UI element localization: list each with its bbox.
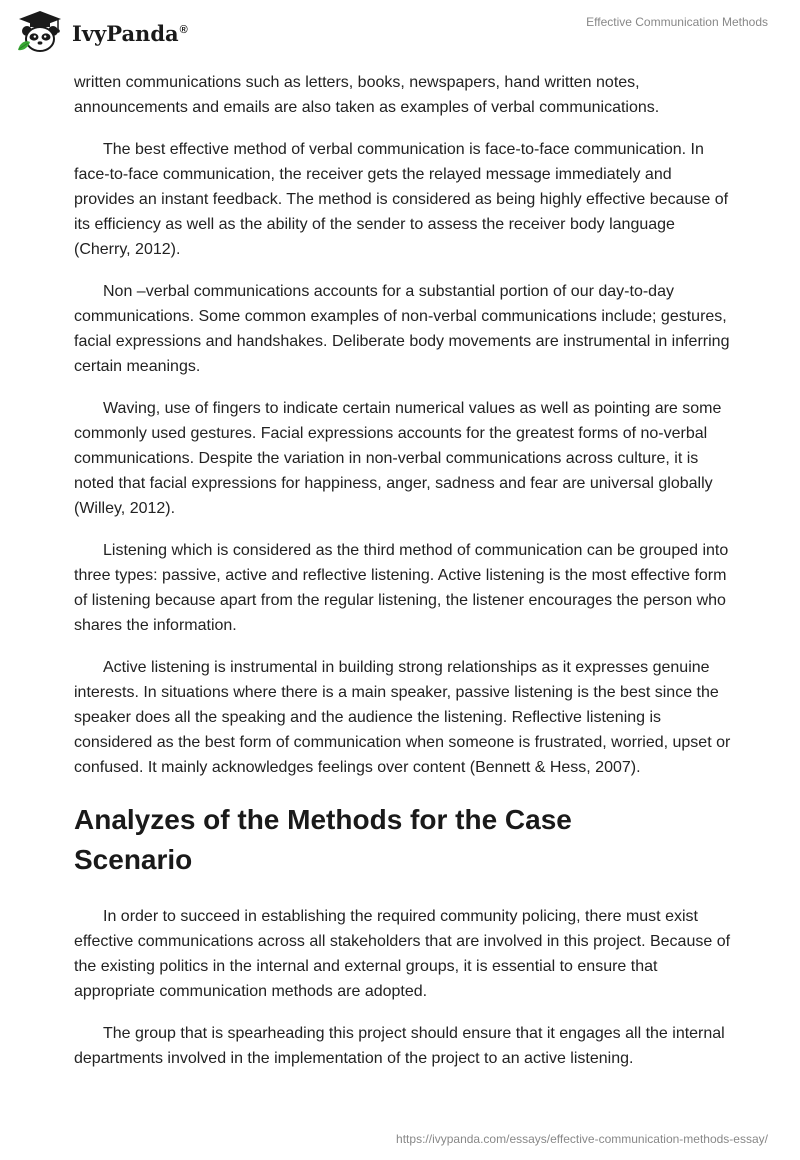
- page-header: [0, 0, 800, 66]
- paragraph: Listening which is considered as the third method of communication can be grouped into three types: passive, active and reflective listening. Active listening is the most effective form of listening because apart from the regular listening, the listener encourages the person who shares the information.: [74, 542, 729, 634]
- source-url[interactable]: https://ivypanda.com/essays/effective-communication-methods-essay/: [396, 1132, 768, 1146]
- site-logo[interactable]: [16, 10, 188, 54]
- registered-mark: ®: [179, 23, 188, 36]
- panda-graduate-icon: [16, 10, 64, 54]
- paragraph: written communications such as letters, books, newspapers, hand written notes, announcements and emails are also taken as examples of verbal communications.: [74, 74, 660, 116]
- section-heading: Analyzes of the Methods for the Case Scenario: [74, 804, 572, 875]
- paragraph: The group that is spearheading this project should ensure that it engages all the internal departments involved in the implementation of the project to an active listening.: [74, 1025, 725, 1067]
- paragraph: Non –verbal communications accounts for a substantial portion of our day-to-day communications. Some common examples of non-verbal communications include; gestures, facial expressions and handshakes. Deliberate body movements are instrumental in inferring certain meanings.: [74, 283, 730, 375]
- brand-name: IvyPanda®: [72, 20, 188, 46]
- paragraph: The best effective method of verbal communication is face-to-face communication. In face-to-face communication, the receiver gets the relayed message immediately and provides an instant feedback. The method is considered as being highly effective because of its efficiency as well as the ability of the sender to assess the receiver body language (Cherry, 2012).: [74, 141, 729, 258]
- essay-body: [74, 70, 734, 1088]
- paragraph: Active listening is instrumental in building strong relationships as it expresses genuine interests. In situations where there is a main speaker, passive listening is the best since the speaker does all the speaking and the audience the listening. Reflective listening is considered as the best form of communication when someone is frustrated, worried, upset or confused. It mainly acknowledges feelings over content (Bennett & Hess, 2007).: [74, 659, 731, 776]
- paragraph: In order to succeed in establishing the required community policing, there must exist effective communications across all stakeholders that are involved in this project. Because of the existing politics in the internal and external groups, it is essential to ensure that appropriate communication methods are adopted.: [74, 908, 731, 1000]
- document-title: Effective Communication Methods: [586, 15, 768, 29]
- paragraph: Waving, use of fingers to indicate certain numerical values as well as pointing are some commonly used gestures. Facial expressions accounts for the greatest forms of no-verbal communications. Despite the variation in non-verbal communications across culture, it is noted that facial expressions for happiness, anger, sadness and fear are universal globally (Willey, 2012).: [74, 400, 722, 517]
